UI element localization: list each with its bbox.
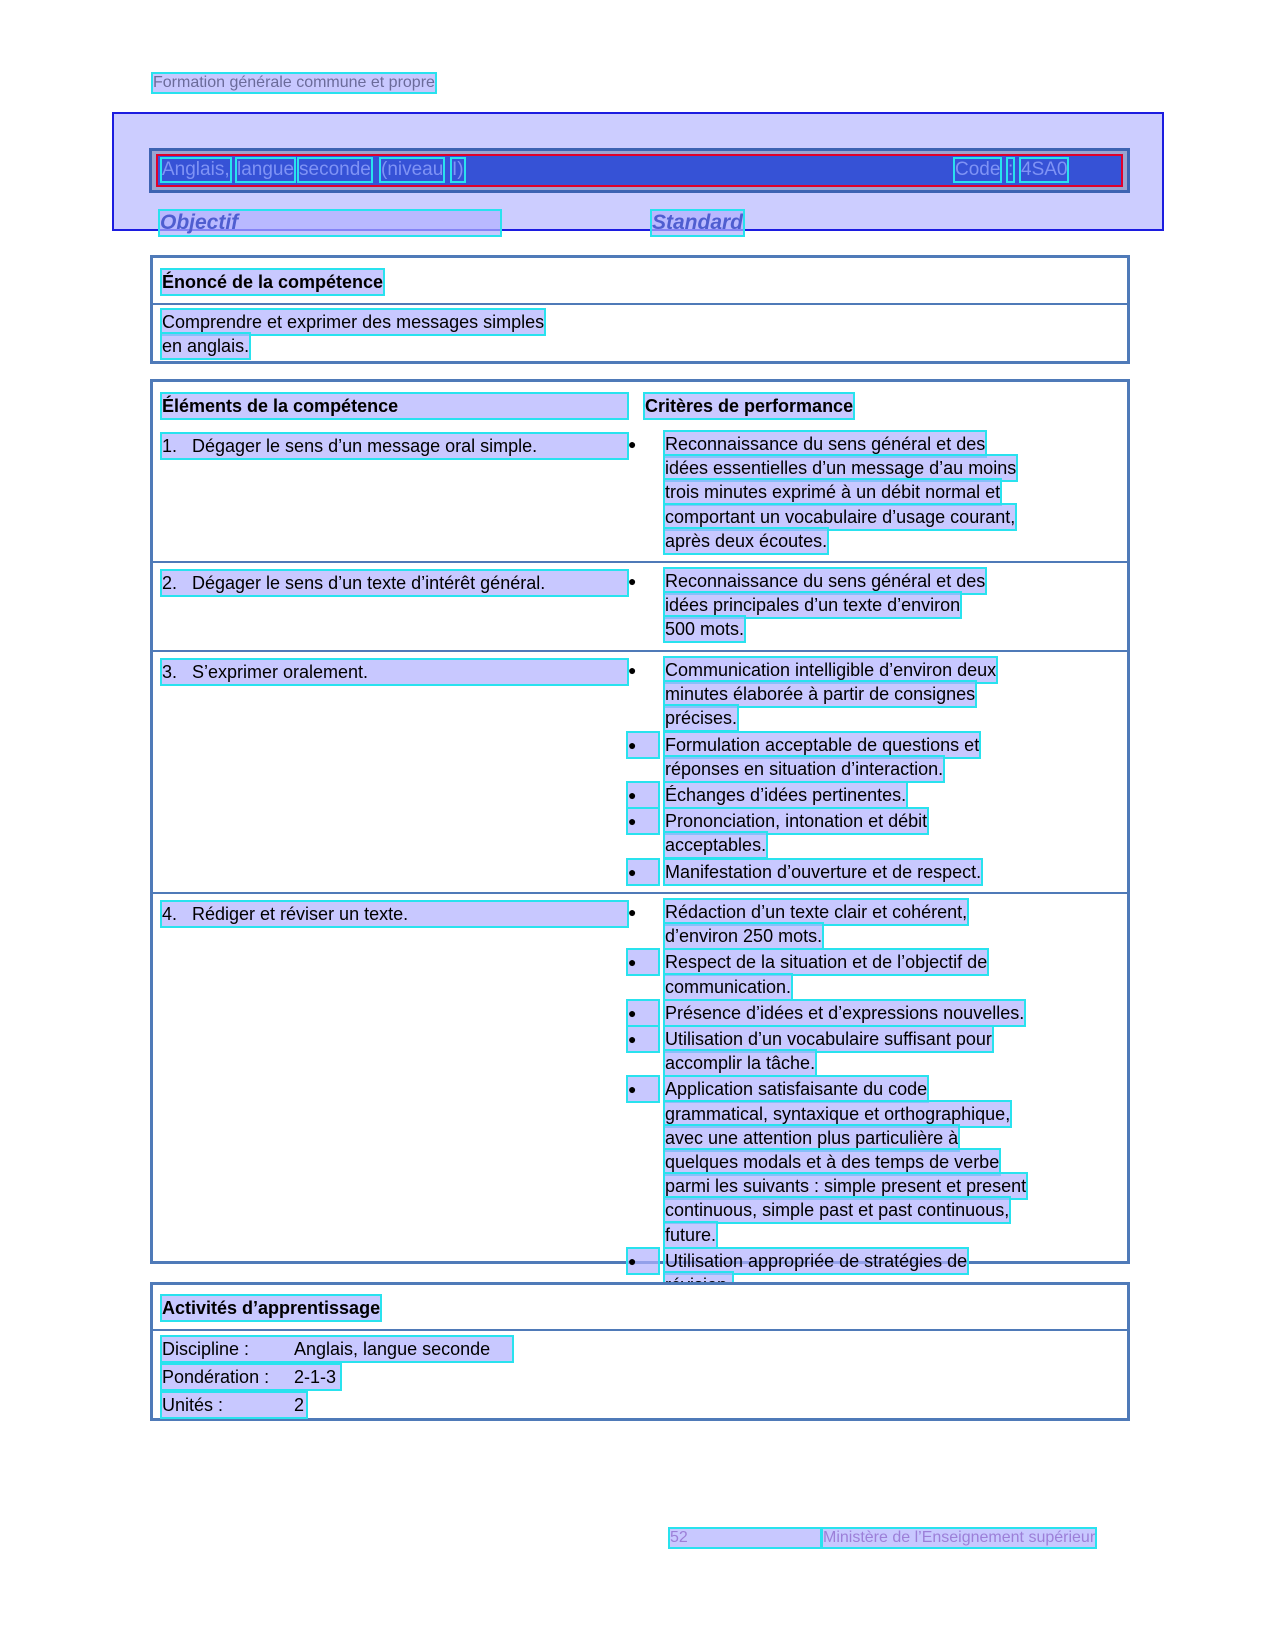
bullet-icon: ● (628, 1249, 658, 1273)
unites-line (162, 1393, 306, 1417)
criteria-row (153, 426, 1127, 561)
course-title-bar (149, 148, 1130, 193)
bullet-icon: ● (628, 783, 658, 807)
element-text (162, 434, 627, 458)
enonce-heading: Énoncé de la compétence (162, 272, 384, 292)
elements-criteria-table (150, 379, 1130, 1271)
criterion-line: comportant un vocabulaire d’usage courant, (665, 506, 1016, 527)
bullet-icon: ● (628, 1001, 658, 1025)
element-text (162, 571, 627, 595)
ponderation-label: Pondération : (162, 1367, 270, 1387)
criterion-line: Reconnaissance du sens général et des (665, 571, 986, 591)
criterion-line: idées essentielles d’un message d’au moins (665, 458, 1017, 479)
criterion-line: idées principales d’un texte d’environ (665, 595, 961, 616)
bullet-icon: ● (628, 436, 637, 452)
course-title-word: I) (452, 159, 464, 180)
criterion-line: réponses en situation d’interaction. (665, 758, 944, 779)
criterion-line: Formulation acceptable de questions et (665, 734, 980, 755)
criterion-line: parmi les suivants : simple present et present (665, 1176, 1027, 1197)
criterion-line: d’environ 250 mots. (665, 926, 823, 947)
criterion-line: Reconnaissance du sens général et des (665, 434, 986, 454)
bullet-icon: ● (628, 1027, 658, 1051)
criterion-line: minutes élaborée à partir de consignes (665, 684, 976, 705)
discipline-label: Discipline : (162, 1339, 250, 1359)
criterion-line: Présence d’idées et d’expressions nouvelles. (665, 1002, 1025, 1023)
criterion-line: trois minutes exprimé à un débit normal et (665, 482, 1001, 503)
code-separator: : (1008, 159, 1014, 180)
running-header: Formation générale commune et propre (153, 74, 435, 91)
criterion-line: communication. (665, 976, 792, 997)
criterion-line: avec une attention plus particulière à (665, 1127, 959, 1148)
criterion-line: Manifestation d’ouverture et de respect. (665, 861, 982, 882)
enonce-text-row (153, 303, 1127, 361)
elements-heading: Éléments de la compétence (162, 394, 627, 418)
course-title-word: Anglais, (162, 159, 230, 180)
bullet-icon: ● (628, 860, 658, 884)
bullet-icon: ● (628, 573, 637, 589)
criterion-line: Communication intelligible d’environ deux (665, 660, 997, 680)
standard-label: Standard (652, 211, 744, 234)
bullet-icon: ● (628, 904, 637, 920)
criterion-line: quelques modals et à des temps de verbe (665, 1152, 1000, 1172)
activites-box (150, 1282, 1130, 1421)
element-label: Dégager le sens d’un message oral simple. (192, 436, 538, 456)
criterion-line: continuous, simple past et past continuous, (665, 1200, 1010, 1221)
criterion-line: Échanges d’idées pertinentes. (665, 785, 907, 805)
bullet-icon: ● (628, 950, 658, 974)
criterion-line: Utilisation appropriée de stratégies de (665, 1250, 968, 1271)
table-header-row (153, 382, 1127, 426)
activites-heading-row (153, 1285, 1127, 1329)
bullet-icon: ● (628, 809, 658, 833)
course-title-word: seconde (299, 159, 371, 180)
footer-page-number: 52 (670, 1529, 820, 1547)
element-text (162, 902, 627, 926)
element-label: Rédiger et réviser un texte. (192, 904, 409, 924)
criteria-row (153, 561, 1127, 650)
bullet-icon: ● (628, 662, 637, 678)
unites-label: Unités : (162, 1395, 224, 1415)
ponderation-value: 2-1-3 (294, 1367, 337, 1387)
element-label: Dégager le sens d’un texte d’intérêt général. (192, 573, 546, 593)
element-number: 2. (162, 573, 178, 593)
criterion-line: précises. (665, 708, 738, 729)
discipline-value: Anglais, langue seconde (294, 1339, 491, 1359)
discipline-line (162, 1337, 512, 1361)
criterion-line: Prononciation, intonation et débit (665, 811, 928, 832)
course-title-word: (niveau (381, 159, 444, 180)
criterion-line: grammatical, syntaxique et orthographique, (665, 1103, 1011, 1124)
activites-heading: Activités d’apprentissage (162, 1298, 381, 1318)
criterion-line: accomplir la tâche. (665, 1053, 816, 1074)
criteres-heading: Critères de performance (645, 396, 854, 416)
unites-value: 2 (294, 1395, 305, 1415)
bullet-icon: ● (628, 733, 658, 757)
enonce-line: en anglais. (162, 336, 250, 356)
element-number: 3. (162, 662, 178, 682)
enonce-heading-row (153, 258, 1127, 303)
criterion-line: après deux écoutes. (665, 530, 828, 551)
criterion-line: acceptables. (665, 835, 767, 856)
criterion-line: Rédaction d’un texte clair et cohérent, (665, 902, 968, 922)
bullet-icon: ● (628, 1077, 658, 1101)
enonce-box (150, 255, 1130, 364)
criterion-line: Respect de la situation et de l’objectif de (665, 952, 988, 973)
footer-ministry: Ministère de l’Enseignement supérieur (823, 1529, 1096, 1546)
course-title-word: langue (237, 159, 295, 180)
criterion-line: Application satisfaisante du code (665, 1079, 928, 1100)
objectif-label: Objectif (160, 211, 500, 235)
element-number: 1. (162, 436, 178, 456)
element-number: 4. (162, 904, 178, 924)
code-label: Code (955, 159, 1001, 180)
element-text (162, 660, 627, 684)
criteria-rows (153, 426, 1127, 1305)
criterion-line: Utilisation d’un vocabulaire suffisant pour (665, 1029, 992, 1049)
course-title-inner (156, 154, 1123, 187)
criteria-row (153, 650, 1127, 892)
criteria-row (153, 892, 1127, 1305)
code-value: 4SA0 (1021, 159, 1068, 180)
element-label: S’exprimer oralement. (192, 662, 369, 682)
enonce-line: Comprendre et exprimer des messages simples (162, 312, 545, 332)
criterion-line: future. (665, 1224, 717, 1245)
ponderation-line (162, 1365, 340, 1389)
activites-details-row (153, 1329, 1127, 1419)
criterion-line: 500 mots. (665, 619, 745, 640)
